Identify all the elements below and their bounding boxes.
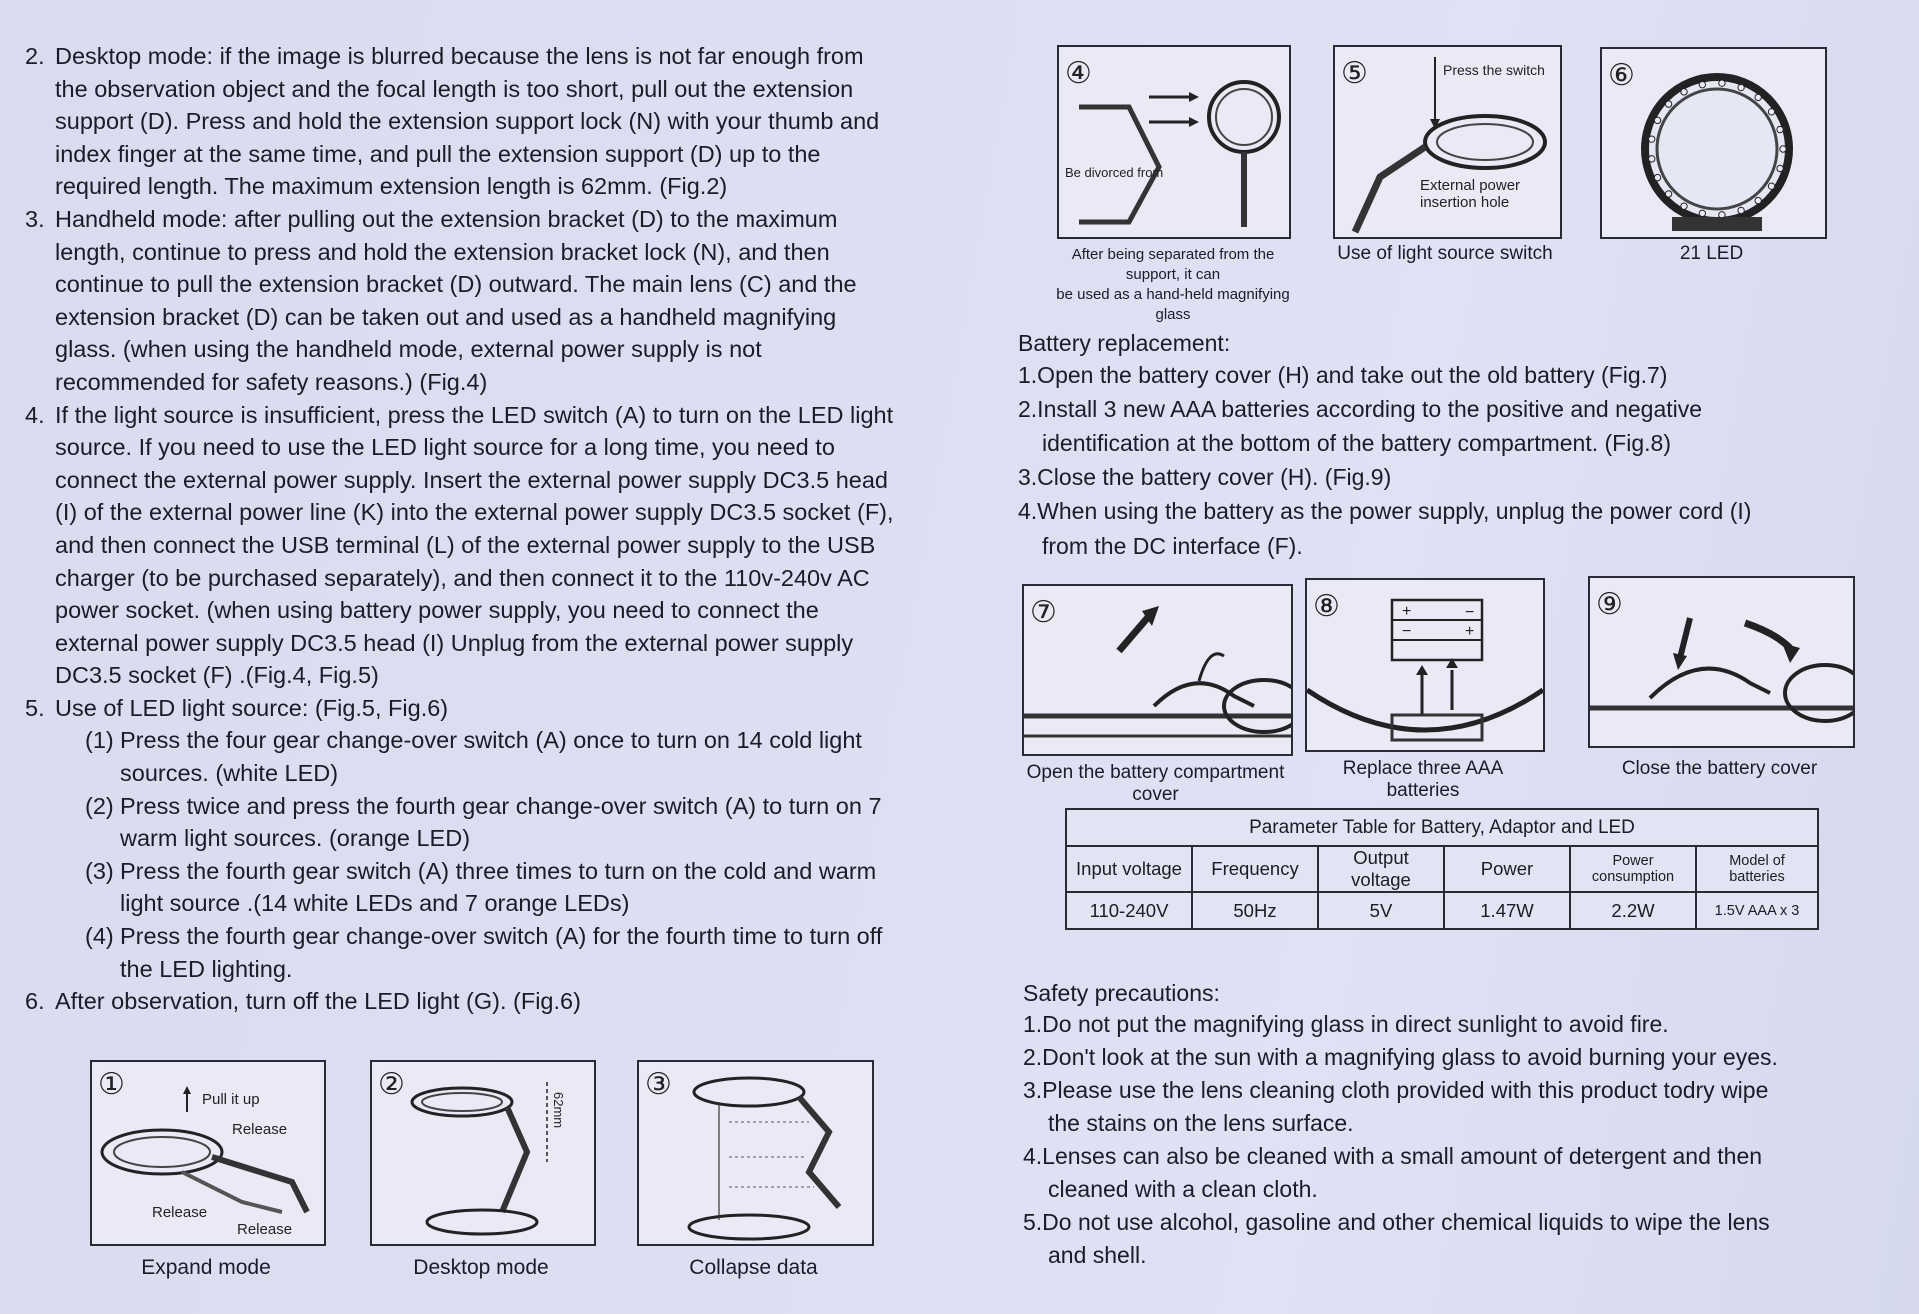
figure-4: [1057, 45, 1291, 239]
left-figure-row: [90, 1060, 870, 1300]
figure-5-caption: Use of light source switch: [1337, 243, 1553, 264]
table-cell: 2.2W: [1570, 892, 1696, 929]
figure-9-caption: Close the battery cover: [1621, 758, 1818, 779]
step-text: Press the fourth gear switch (A) three times to turn on the cold and warm light source .(14 white LEDs and 7 orange LEDs): [120, 857, 877, 917]
led-dot: [1649, 136, 1655, 142]
figure-6: [1600, 47, 1827, 239]
figure-number: ③: [645, 1067, 672, 1102]
battery-step-2b: identification at the bottom of the battery compartment. (Fig.8): [1042, 430, 1671, 456]
svg-text:−: −: [1465, 604, 1475, 621]
figure-8: [1305, 578, 1545, 752]
figure-7: [1022, 584, 1293, 756]
label-divorced: Be divorced from: [1065, 165, 1164, 180]
led-dot: [1681, 203, 1687, 209]
battery-step-4b: from the DC interface (F).: [1042, 533, 1303, 559]
figure-3: [637, 1060, 874, 1246]
parameter-table: [1065, 808, 1819, 930]
step-text: Press the four gear change-over switch (A) once to turn on 14 cold light sources. (white LED): [120, 727, 862, 787]
battery-step-3: 3.Close the battery cover (H). (Fig.9): [1018, 464, 1392, 490]
item-number: 5.: [25, 694, 45, 721]
figure-number: ⑨: [1596, 587, 1623, 622]
step-number: (4): [85, 923, 114, 950]
figure-number: ⑧: [1313, 589, 1340, 624]
figure-6-caption: 21 LED: [1679, 243, 1744, 264]
caption-line: After being separated from the support, it can: [1071, 246, 1275, 283]
figure-number: ②: [378, 1067, 405, 1102]
table-header: Frequency: [1192, 846, 1318, 892]
svg-text:+: +: [1402, 603, 1412, 620]
figure-number: ⑥: [1608, 58, 1635, 93]
label-pull-up: Pull it up: [202, 1091, 260, 1108]
led-dot: [1738, 84, 1744, 90]
item-number: 4.: [25, 401, 45, 428]
battery-step-2a: 2.Install 3 new AAA batteries according to the positive and negative: [1018, 396, 1703, 422]
led-dot: [1699, 210, 1705, 216]
figure-7-caption: Open the battery compartment cover: [1026, 762, 1285, 805]
led-dot: [1738, 207, 1744, 213]
figure-number: ⑤: [1341, 56, 1368, 91]
figure-4-caption: [1045, 245, 1301, 325]
item-text: Desktop mode: if the image is blurred because the lens is not far enough from the observation object and the focal length is too short, pull out the extension support (D). Press and hold the extension support lock (N) with your thumb and index finger at the same time, and pull the extension support (D) up to the required length. The maximum extension length is 62mm. (Fig.2): [55, 43, 880, 200]
safety-item-3a: 3.Please use the lens cleaning cloth provided with this product todry wipe: [1023, 1077, 1769, 1103]
led-dot: [1768, 109, 1774, 115]
step-text: Press twice and press the fourth gear change-over switch (A) to turn on 7 warm light sources. (orange LED): [120, 792, 882, 852]
table-cell: 110-240V: [1066, 892, 1192, 929]
safety-item-5a: 5.Do not use alcohol, gasoline and other chemical liquids to wipe the lens: [1023, 1209, 1770, 1235]
instruction-led-use: [25, 692, 895, 725]
led-dot: [1654, 117, 1660, 123]
safety-item-5b: and shell.: [1048, 1242, 1147, 1268]
table-header: Input voltage: [1066, 846, 1192, 892]
figure-8-caption: Replace three AAA batteries: [1342, 758, 1504, 801]
safety-item-1: 1.Do not put the magnifying glass in direct sunlight to avoid fire.: [1023, 1011, 1669, 1037]
caption-line: be used as a hand-held magnifying glass: [1056, 286, 1290, 323]
instruction-desktop-mode: [25, 40, 895, 203]
led-dot: [1654, 174, 1660, 180]
led-dot: [1665, 191, 1671, 197]
table-cell: 50Hz: [1192, 892, 1318, 929]
figure-2-caption: Desktop mode: [413, 1256, 549, 1279]
figure-2: [370, 1060, 596, 1246]
figure-number: ④: [1065, 56, 1092, 91]
figure-number: ⑦: [1030, 595, 1057, 630]
figure-9: [1588, 576, 1855, 748]
safety-item-4a: 4.Lenses can also be cleaned with a small amount of detergent and then: [1023, 1143, 1763, 1169]
table-row: [1066, 892, 1818, 929]
led-dot: [1768, 183, 1774, 189]
battery-title: Battery replacement:: [1018, 330, 1231, 356]
instruction-light-source: [25, 399, 895, 692]
table-header: Power: [1444, 846, 1570, 892]
label-power-hole-1: External power: [1420, 177, 1521, 194]
table-title: Parameter Table for Battery, Adaptor and LED: [1066, 809, 1818, 846]
figure-1: [90, 1060, 326, 1246]
table-cell: 1.47W: [1444, 892, 1570, 929]
led-step-2: [25, 790, 895, 855]
instruction-handheld-mode: [25, 203, 895, 399]
table-header-row: [1066, 846, 1818, 892]
safety-title: Safety precautions:: [1023, 980, 1220, 1006]
led-dot: [1665, 101, 1671, 107]
figure-1-caption: Expand mode: [141, 1256, 271, 1279]
led-dot: [1780, 146, 1786, 152]
led-step-4: [25, 920, 895, 985]
led-dot: [1649, 156, 1655, 162]
led-step-1: [25, 724, 895, 789]
led-step-3: [25, 855, 895, 920]
figure-3-caption: Collapse data: [689, 1256, 818, 1279]
figure-number: ①: [98, 1067, 125, 1102]
svg-text:−: −: [1402, 623, 1412, 640]
table-header: Model of batteries: [1696, 846, 1818, 892]
led-dot: [1777, 165, 1783, 171]
safety-item-3b: the stains on the lens surface.: [1048, 1110, 1354, 1136]
battery-step-4a: 4.When using the battery as the power supply, unplug the power cord (I): [1018, 498, 1752, 524]
svg-text:+: +: [1465, 623, 1475, 640]
led-dot: [1719, 80, 1725, 86]
step-text: Press the fourth gear change-over switch (A) for the fourth time to turn off the LED lighting.: [120, 923, 883, 982]
left-column: [25, 40, 895, 1018]
instruction-after-observation: [25, 985, 895, 1018]
step-number: (3): [85, 857, 114, 884]
led-dot: [1755, 94, 1761, 100]
item-number: 2.: [25, 43, 45, 69]
table-header: Power consumption: [1570, 846, 1696, 892]
table-header: Output voltage: [1318, 846, 1444, 892]
led-dot: [1755, 197, 1761, 203]
safety-item-2: 2.Don't look at the sun with a magnifying glass to avoid burning your eyes.: [1023, 1044, 1778, 1070]
led-dot: [1681, 89, 1687, 95]
label-extension-length: 62mm: [551, 1092, 566, 1129]
item-text: Use of LED light source: (Fig.5, Fig.6): [55, 694, 449, 721]
item-number: 6.: [25, 988, 45, 1015]
label-press-switch: Press the switch: [1443, 62, 1545, 78]
label-power-hole-2: insertion hole: [1420, 194, 1510, 211]
step-number: (2): [85, 792, 114, 819]
item-text: After observation, turn off the LED light (G). (Fig.6): [55, 988, 581, 1015]
led-dot: [1699, 81, 1705, 87]
item-text: If the light source is insufficient, press the LED switch (A) to turn on the LED light source. If you need to use the LED light source for a long time, you need to connect the external power supply. Insert the external power supply DC3.5 head (I) of the external power line (K) into the external power supply DC3.5 socket (F), and then connect the USB terminal (L) of the external power supply to the USB charger (to be purchased separately), and then connect it to the 110v-240v AC power socket. (when using battery power supply, you need to connect the external power supply DC3.5 head (I) Unplug from the external power supply DC3.5 socket (F) .(Fig.4, Fig.5): [55, 401, 894, 689]
table-title-row: [1066, 809, 1818, 846]
label-release-right: Release: [237, 1221, 293, 1238]
label-release-left: Release: [152, 1204, 208, 1221]
label-release-top: Release: [232, 1121, 288, 1138]
table-cell: 5V: [1318, 892, 1444, 929]
led-dot: [1777, 126, 1783, 132]
safety-item-4b: cleaned with a clean cloth.: [1048, 1176, 1318, 1202]
table-cell: 1.5V AAA x 3: [1696, 892, 1818, 929]
step-number: (1): [85, 727, 114, 754]
item-number: 3.: [25, 205, 45, 232]
item-text: Handheld mode: after pulling out the extension bracket (D) to the maximum length, continue to press and hold the extension bracket lock (N), and then continue to pull the extension bracket (D) outward. The main lens (C) and the extension bracket (D) can be taken out and used as a handheld magnifying glass. (when using the handheld mode, external power supply is not recommended for safety reasons.) (Fig.4): [55, 205, 857, 395]
figure-5: [1333, 45, 1562, 239]
battery-step-1: 1.Open the battery cover (H) and take out the old battery (Fig.7): [1018, 362, 1668, 388]
